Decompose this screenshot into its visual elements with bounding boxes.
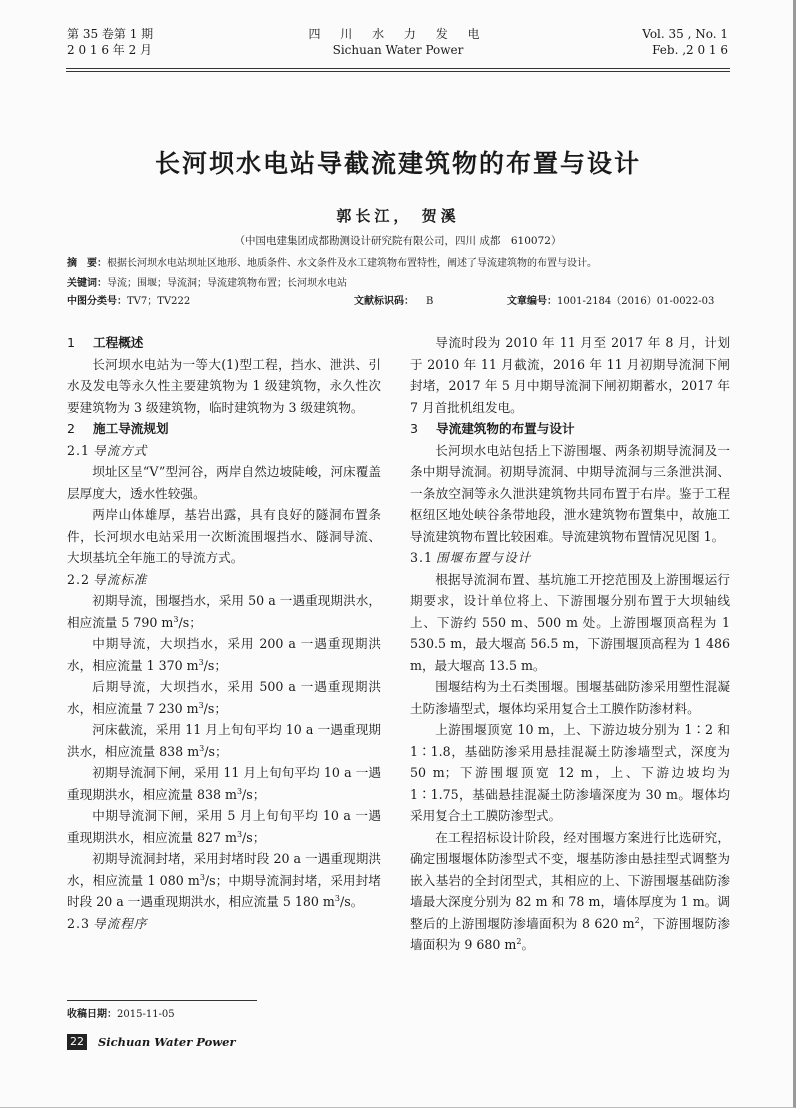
footer-journal-name: Sichuan Water Power [98, 1035, 236, 1049]
unit-tail: /s； [178, 614, 202, 630]
standard-item [67, 590, 381, 633]
unit-tail: /s。 [339, 894, 364, 909]
superscript: 3 [173, 614, 179, 624]
header-volume-en: Vol. 35 , No. 1 [642, 27, 728, 41]
section-title: 导流建筑物的布置与设计 [436, 421, 575, 436]
standard-item [67, 719, 381, 762]
section-number: 2.3 [67, 915, 91, 931]
section-2-1-heading [67, 440, 381, 462]
paragraph: 根据导流洞布置、基坑施工开挖范围及上游围堰运行期要求，设计单位将上、下游围堰分别布置于大坝轴线上、下游约 550 m、500 m 处。上游围堰顶高程为 1 530.5 m，最大堰高 56.5 m，下游围堰顶高程为 1 486 m，最大堰高 13.5 m。 [410, 571, 730, 673]
header-journal-en: Sichuan Water Power [332, 43, 464, 57]
standard-item [67, 633, 381, 676]
paragraph [410, 827, 730, 956]
received-date-label: 收稿日期： [67, 1009, 117, 1020]
article-authors: 郭长江， 贺溪 [336, 207, 460, 225]
standard-text: 中期导流洞下闸，采用 5 月上旬旬平均 10 a 一遇重现期洪水，相应流量 827 m [67, 808, 381, 845]
footnote-rule [67, 1000, 257, 1001]
article-id-group [507, 295, 714, 309]
section-title: 围堰布置与设计 [436, 550, 532, 565]
doc-code-value: B [426, 296, 434, 307]
article-id-label: 文章编号： [507, 296, 557, 307]
superscript: 3 [236, 786, 243, 796]
superscript: 3 [199, 872, 205, 882]
section-number: 2.1 [67, 442, 91, 458]
standard-item [67, 762, 381, 805]
standard-text: 初期导流洞封堵，采用封堵时段 20 a 一遇重现期洪水，相应流量 1 080 m [67, 851, 381, 888]
standard-text: 河床截流，采用 11 月上旬旬平均 10 a 一遇重现期洪水，相应流量 838 m [67, 722, 381, 759]
header-journal-cn: 四 川 水 力 发 电 [308, 27, 488, 41]
section-title: 导流方式 [93, 442, 148, 458]
section-2-2-heading [67, 569, 381, 591]
article-title: 长河坝水电站导截流建筑物的布置与设计 [154, 149, 641, 178]
keywords-text: 导流；围堰；导流洞；导流建筑物布置；长河坝水电站 [107, 278, 347, 289]
superscript: 3 [198, 700, 204, 710]
clc-value: TV7；TV222 [127, 296, 191, 307]
keywords-label: 关键词： [67, 278, 107, 289]
doc-code-label: 文献标识码： [354, 296, 414, 307]
clc-label: 中图分类号： [67, 296, 127, 307]
superscript: 3 [198, 657, 204, 667]
superscript: 3 [236, 829, 243, 839]
unit-tail: /s； [204, 743, 228, 759]
section-2-3-heading [67, 913, 381, 935]
unit-tail: /s； [242, 786, 266, 802]
standard-item [67, 805, 381, 848]
section-1-heading [67, 332, 381, 354]
left-column [67, 332, 381, 934]
paragraph: 围堰结构为土石类围堰。围堰基础防渗采用塑性混凝土防渗墙型式，堰体均采用复合土工膜作防渗材料。 [410, 679, 730, 716]
right-column [410, 332, 730, 956]
section-title: 施工导流规划 [93, 421, 169, 436]
paragraph: 导流时段为 2010 年 11 月至 2017 年 8 月，计划于 2010 年 11 月截流，2016 年 11 月初期导流洞下闸封堵，2017 年 5 月中期导流洞下闸初期蓄水，2017 年 7 月首批机组发电。 [410, 335, 730, 415]
clc-group [67, 295, 190, 309]
section-2-heading [67, 418, 381, 440]
abstract-text: 根据长河坝水电站坝址区地形、地质条件、水文条件及水工建筑物布置特性，阐述了导流建筑物的布置与设计。 [107, 258, 597, 269]
paragraph: 两岸山体雄厚，基岩出露，具有良好的隧洞布置条件，长河坝水电站采用一次断流围堰挡水、隧洞导流、大坝基坑全年施工的导流方式。 [67, 507, 381, 565]
received-date-value: 2015-11-05 [117, 1009, 175, 1020]
doc-code-group [354, 295, 433, 309]
standard-text: /s；中期导流洞封堵，采用封堵时段 20 a 一遇重现期洪水，相应流量 5 180 m [67, 872, 381, 909]
header-date-en: Feb. ,2 0 1 6 [652, 43, 728, 57]
superscript: 2 [516, 936, 522, 946]
section-3-heading [410, 418, 730, 440]
abstract-label: 摘 要： [67, 258, 107, 269]
section-number: 2.2 [67, 571, 91, 587]
paragraph-text: 在工程招标设计阶段，经对围堰方案进行比选研究，确定围堰堰体防渗型式不变，堰基防渗由悬挂型式调整为嵌入基岩的全封闭型式，其相应的上、下游围堰基础防渗墙最大深度分别为 82 m 和 78 m，墙体厚度为 1 m。调整后的上游围堰防渗墙面积为 8 620 m [410, 829, 730, 931]
header-rule-double [66, 71, 730, 72]
section-title: 工程概述 [93, 335, 144, 350]
standard-text: 初期导流，围堰挡水，采用 50 a 一遇重现期洪水，相应流量 5 790 m [67, 593, 381, 630]
header-rule [66, 68, 730, 69]
header-volume-cn: 第 35 卷第 1 期 [67, 27, 154, 41]
section-title: 导流程序 [93, 915, 148, 931]
section-number: 2 [67, 421, 76, 436]
paragraph-text: ，下游围堰防渗墙面积为 9 680 m [410, 915, 730, 952]
article-id-value: 1001-2184（2016）01-0022-03 [557, 296, 715, 307]
paragraph: 坝址区呈“V”型河谷，两岸自然边坡陡峻，河床覆盖层厚度大，透水性较强。 [67, 464, 381, 501]
keywords [67, 277, 347, 291]
unit-tail: /s； [242, 829, 266, 845]
paragraph: 上游围堰顶宽 10 m，上、下游边坡分别为 1∶2 和 1∶1.8，基础防渗采用悬挂混凝土防渗墙型式，深度为 50 m；下游围堰顶宽 12 m，上、下游边坡均为 1∶1.75，基础悬挂混凝土防渗墙深度为 30 m。堰体均采用复合土工膜防渗型式。 [410, 722, 730, 823]
superscript: 3 [334, 893, 340, 903]
paragraph: 长河坝水电站为一等大(1)型工程，挡水、泄洪、引水及发电等永久性主要建筑物为 1 级建筑物，永久性次要建筑物为 3 级建筑物，临时建筑物为 3 级建筑物。 [67, 356, 381, 415]
standard-item [67, 848, 381, 913]
paragraph-text: 。 [521, 937, 535, 952]
paragraph: 长河坝水电站包括上下游围堰、两条初期导流洞及一条中期导流洞。初期导流洞、中期导流洞与三条泄洪洞、一条放空洞等永久泄洪建筑物共同布置于右岸。鉴于工程枢纽区地处峡谷条带地段，泄水建筑物布置集中，故施工导流建筑物布置比较困难。导流建筑物布置情况见图 1。 [410, 442, 730, 544]
section-number: 3.1 [410, 550, 434, 565]
unit-tail: /s； [203, 700, 227, 716]
header-date-cn: 2 0 1 6 年 2 月 [67, 43, 153, 57]
article-affiliation: （中国电建集团成都勘测设计研究院有限公司，四川 成都 610072） [234, 235, 562, 247]
standard-text: 后期导流，大坝挡水，采用 500 a 一遇重现期洪水，相应流量 7 230 m [67, 679, 381, 716]
received-date [67, 1005, 175, 1020]
section-3-1-heading [410, 547, 730, 569]
section-title: 导流标准 [93, 571, 148, 587]
header-volume-en-block [642, 26, 728, 58]
unit-tail: /s； [203, 657, 227, 673]
superscript: 3 [199, 743, 205, 753]
standard-text: 中期导流，大坝挡水，采用 200 a 一遇重现期洪水，相应流量 1 370 m [67, 636, 381, 673]
page-number: 22 [67, 1034, 87, 1050]
section-number: 1 [67, 335, 76, 350]
standard-text: 初期导流洞下闸，采用 11 月上旬旬平均 10 a 一遇重现期洪水，相应流量 838 m [67, 765, 381, 802]
superscript: 2 [634, 915, 640, 925]
standard-item [67, 676, 381, 719]
abstract [67, 257, 727, 271]
section-number: 3 [410, 421, 419, 436]
